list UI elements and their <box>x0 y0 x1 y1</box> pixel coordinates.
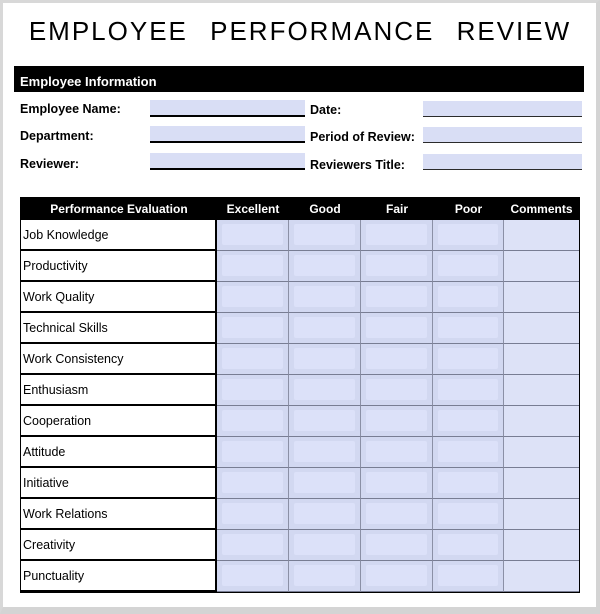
comments-cell[interactable] <box>504 437 579 468</box>
rating-cell-excellent[interactable] <box>217 561 289 592</box>
row-label: Job Knowledge <box>21 220 217 251</box>
rating-cell-excellent[interactable] <box>217 344 289 375</box>
rating-field <box>294 410 355 431</box>
rating-cell-good[interactable] <box>289 313 361 344</box>
comments-cell[interactable] <box>504 220 579 251</box>
row-label: Work Quality <box>21 282 217 313</box>
rating-field <box>222 565 283 586</box>
department-input[interactable] <box>150 126 305 143</box>
rating-field <box>366 441 427 462</box>
rating-cell-good[interactable] <box>289 344 361 375</box>
rating-cell-fair[interactable] <box>361 344 433 375</box>
rating-field <box>438 224 498 245</box>
header-cell-fair: Fair <box>385 201 408 216</box>
rating-cell-good[interactable] <box>289 375 361 406</box>
rating-cell-poor[interactable] <box>433 530 504 561</box>
rating-field <box>222 224 283 245</box>
table-header-row <box>21 197 579 220</box>
rating-field <box>222 317 283 338</box>
rating-cell-fair[interactable] <box>361 220 433 251</box>
rating-field <box>438 534 498 555</box>
comments-cell[interactable] <box>504 251 579 282</box>
rating-cell-good[interactable] <box>289 282 361 313</box>
row-label: Creativity <box>21 530 217 561</box>
rating-field <box>366 224 427 245</box>
comments-cell[interactable] <box>504 313 579 344</box>
rating-field <box>222 410 283 431</box>
performance-evaluation-table <box>20 197 580 593</box>
table-row <box>21 282 579 313</box>
page-title: EMPLOYEE PERFORMANCE REVIEW <box>28 16 572 46</box>
rating-cell-good[interactable] <box>289 561 361 592</box>
header-cell-excellent: Excellent <box>226 201 280 216</box>
comments-cell[interactable] <box>504 344 579 375</box>
reviewer-label: Reviewer: <box>20 157 80 171</box>
table-row <box>21 375 579 406</box>
rating-field <box>294 348 355 369</box>
rating-cell-fair[interactable] <box>361 251 433 282</box>
rating-field <box>366 534 427 555</box>
rating-field <box>366 255 427 276</box>
row-label: Work Relations <box>21 499 217 530</box>
header-cell-performance-evaluation: Performance Evaluation <box>50 201 188 216</box>
rating-cell-excellent[interactable] <box>217 437 289 468</box>
table-row <box>21 220 579 251</box>
rating-field <box>294 317 355 338</box>
rating-cell-poor[interactable] <box>433 561 504 592</box>
rating-field <box>366 503 427 524</box>
rating-field <box>438 472 498 493</box>
table-row <box>21 437 579 468</box>
rating-field <box>366 410 427 431</box>
rating-cell-excellent[interactable] <box>217 530 289 561</box>
rating-field <box>438 379 498 400</box>
header-cell-poor: Poor <box>454 201 483 216</box>
rating-cell-poor[interactable] <box>433 313 504 344</box>
rating-field <box>438 565 498 586</box>
rating-cell-fair[interactable] <box>361 406 433 437</box>
rating-cell-excellent[interactable] <box>217 251 289 282</box>
rating-field <box>366 348 427 369</box>
rating-field <box>222 379 283 400</box>
rating-cell-fair[interactable] <box>361 530 433 561</box>
rating-cell-good[interactable] <box>289 530 361 561</box>
rating-cell-excellent[interactable] <box>217 406 289 437</box>
rating-field <box>294 565 355 586</box>
rating-cell-fair[interactable] <box>361 437 433 468</box>
rating-field <box>294 472 355 493</box>
rating-cell-good[interactable] <box>289 406 361 437</box>
rating-cell-excellent[interactable] <box>217 313 289 344</box>
table-row <box>21 344 579 375</box>
rating-cell-poor[interactable] <box>433 220 504 251</box>
rating-cell-excellent[interactable] <box>217 468 289 499</box>
rating-cell-good[interactable] <box>289 220 361 251</box>
table-row <box>21 499 579 530</box>
period-of-review-label: Period of Review: <box>310 130 415 144</box>
rating-field <box>438 317 498 338</box>
rating-field <box>366 472 427 493</box>
rating-cell-excellent[interactable] <box>217 499 289 530</box>
rating-cell-fair[interactable] <box>361 561 433 592</box>
rating-field <box>294 286 355 307</box>
row-label: Attitude <box>21 437 217 468</box>
rating-cell-fair[interactable] <box>361 313 433 344</box>
table-row <box>21 530 579 561</box>
rating-field <box>438 255 498 276</box>
rating-field <box>294 255 355 276</box>
employee-name-input[interactable] <box>150 100 305 117</box>
row-label: Cooperation <box>21 406 217 437</box>
rating-field <box>438 286 498 307</box>
rating-cell-fair[interactable] <box>361 499 433 530</box>
row-label: Work Consistency <box>21 344 217 375</box>
row-label: Productivity <box>21 251 217 282</box>
table-row <box>21 251 579 282</box>
comments-cell[interactable] <box>504 406 579 437</box>
rating-field <box>366 379 427 400</box>
reviewers-title-label: Reviewers Title: <box>310 158 405 172</box>
rating-field <box>366 286 427 307</box>
header-cell-good: Good <box>309 201 341 216</box>
table-row <box>21 468 579 499</box>
rating-field <box>438 410 498 431</box>
rating-cell-fair[interactable] <box>361 375 433 406</box>
rating-cell-poor[interactable] <box>433 282 504 313</box>
rating-field <box>222 255 283 276</box>
reviewers-title-input[interactable] <box>423 154 582 170</box>
row-label: Enthusiasm <box>21 375 217 406</box>
rating-cell-poor[interactable] <box>433 251 504 282</box>
rating-cell-good[interactable] <box>289 437 361 468</box>
comments-cell[interactable] <box>504 375 579 406</box>
comments-cell[interactable] <box>504 282 579 313</box>
rating-field <box>222 472 283 493</box>
period-of-review-input[interactable] <box>423 127 582 143</box>
date-input[interactable] <box>423 101 582 117</box>
rating-field <box>222 534 283 555</box>
employee-name-label: Employee Name: <box>20 102 121 116</box>
row-label: Initiative <box>21 468 217 499</box>
rating-cell-good[interactable] <box>289 468 361 499</box>
date-label: Date: <box>310 103 342 117</box>
rating-field <box>366 565 427 586</box>
rating-field <box>438 441 498 462</box>
rating-cell-fair[interactable] <box>361 282 433 313</box>
row-label: Punctuality <box>21 561 217 592</box>
rating-cell-fair[interactable] <box>361 468 433 499</box>
rating-field <box>294 503 355 524</box>
rating-field <box>438 348 498 369</box>
rating-field <box>438 503 498 524</box>
comments-cell[interactable] <box>504 468 579 499</box>
rating-cell-poor[interactable] <box>433 406 504 437</box>
rating-cell-poor[interactable] <box>433 375 504 406</box>
rating-field <box>294 441 355 462</box>
row-label: Technical Skills <box>21 313 217 344</box>
rating-field <box>294 224 355 245</box>
rating-field <box>222 503 283 524</box>
rating-field <box>366 317 427 338</box>
rating-field <box>294 534 355 555</box>
department-label: Department: <box>20 129 94 143</box>
rating-field <box>222 286 283 307</box>
rating-cell-good[interactable] <box>289 499 361 530</box>
employee-information-header <box>14 66 584 92</box>
table-row <box>21 406 579 437</box>
reviewer-input[interactable] <box>150 153 305 170</box>
rating-field <box>222 441 283 462</box>
employee-information-header-label: Employee Information <box>20 74 157 89</box>
rating-cell-excellent[interactable] <box>217 282 289 313</box>
comments-cell[interactable] <box>504 561 579 592</box>
comments-cell[interactable] <box>504 499 579 530</box>
table-row <box>21 313 579 344</box>
rating-field <box>294 379 355 400</box>
header-cell-comments: Comments <box>510 201 573 216</box>
rating-cell-excellent[interactable] <box>217 375 289 406</box>
rating-cell-poor[interactable] <box>433 499 504 530</box>
rating-cell-poor[interactable] <box>433 468 504 499</box>
comments-cell[interactable] <box>504 530 579 561</box>
rating-cell-poor[interactable] <box>433 437 504 468</box>
rating-field <box>222 348 283 369</box>
table-row <box>21 561 579 592</box>
rating-cell-poor[interactable] <box>433 344 504 375</box>
rating-cell-good[interactable] <box>289 251 361 282</box>
rating-cell-excellent[interactable] <box>217 220 289 251</box>
